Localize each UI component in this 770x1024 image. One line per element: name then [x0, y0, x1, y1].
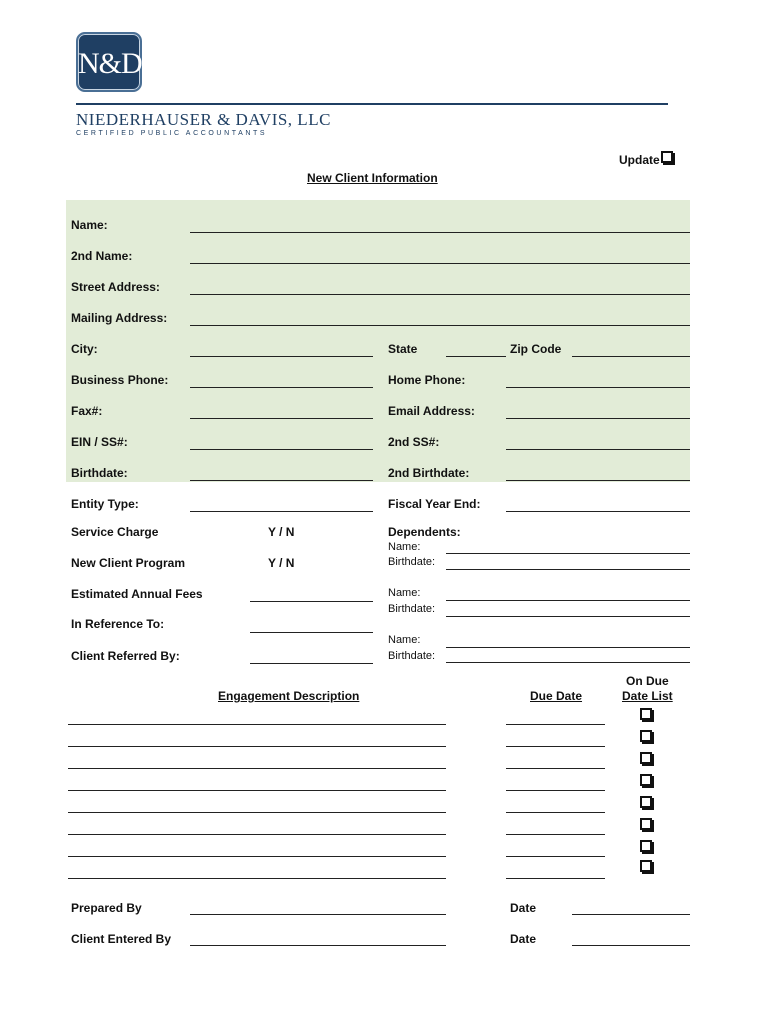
second-name-label: 2nd Name:	[71, 249, 133, 263]
email-field[interactable]	[506, 418, 690, 419]
email-label: Email Address:	[388, 404, 475, 418]
dependent-3-birthdate-label: Birthdate:	[388, 650, 436, 662]
state-label: State	[388, 342, 418, 356]
mailing-address-label: Mailing Address:	[71, 311, 168, 325]
client-entered-by-label: Client Entered By	[71, 932, 172, 946]
estimated-fees-field[interactable]	[250, 601, 373, 602]
engagement-line[interactable]	[68, 878, 446, 879]
mailing-address-field[interactable]	[190, 325, 690, 326]
birthdate-label: Birthdate:	[71, 466, 128, 480]
ein-ss-field[interactable]	[190, 449, 373, 450]
due-date-line[interactable]	[506, 856, 605, 857]
client-entered-by-field[interactable]	[190, 945, 446, 946]
update-label: Update	[619, 153, 660, 167]
engagement-line[interactable]	[68, 768, 446, 769]
fiscal-year-end-field[interactable]	[506, 511, 690, 512]
city-field[interactable]	[190, 356, 373, 357]
new-client-program-yn[interactable]: Y / N	[268, 556, 295, 570]
on-due-checkbox[interactable]	[640, 796, 652, 808]
second-ss-label: 2nd SS#:	[388, 435, 440, 449]
prepared-date-field[interactable]	[572, 914, 690, 915]
birthdate-field[interactable]	[190, 480, 373, 481]
ein-ss-label: EIN / SS#:	[71, 435, 128, 449]
logo-monogram: N&D	[78, 47, 142, 80]
dependent-2-name-field[interactable]	[446, 600, 690, 601]
firm-logo	[76, 32, 142, 92]
firm-name: NIEDERHAUSER & DAVIS, LLC	[76, 110, 331, 129]
second-birthdate-label: 2nd Birthdate:	[388, 466, 470, 480]
zip-label: Zip Code	[510, 342, 562, 356]
home-phone-label: Home Phone:	[388, 373, 466, 387]
zip-field[interactable]	[572, 356, 690, 357]
engagement-line[interactable]	[68, 834, 446, 835]
dependent-2-birthdate-field[interactable]	[446, 616, 690, 617]
engagement-line[interactable]	[68, 746, 446, 747]
due-date-line[interactable]	[506, 790, 605, 791]
state-field[interactable]	[446, 356, 506, 357]
city-label: City:	[71, 342, 98, 356]
prepared-date-label: Date	[510, 901, 537, 915]
on-due-checkbox[interactable]	[640, 840, 652, 852]
new-client-program-label: New Client Program	[71, 556, 186, 570]
in-reference-to-field[interactable]	[250, 632, 373, 633]
service-charge-label: Service Charge	[71, 525, 159, 539]
engagement-line[interactable]	[68, 856, 446, 857]
on-due-checkbox[interactable]	[640, 708, 652, 720]
dependent-3-birthdate-field[interactable]	[446, 662, 690, 663]
date-list-header: Date List	[622, 689, 673, 703]
on-due-checkbox[interactable]	[640, 752, 652, 764]
second-name-field[interactable]	[190, 263, 690, 264]
business-phone-label: Business Phone:	[71, 373, 169, 387]
due-date-line[interactable]	[506, 812, 605, 813]
engagement-line[interactable]	[68, 724, 446, 725]
header-rule	[76, 103, 668, 105]
due-date-line[interactable]	[506, 768, 605, 769]
dependent-3-name-field[interactable]	[446, 647, 690, 648]
name-field[interactable]	[190, 232, 690, 233]
fax-field[interactable]	[190, 418, 373, 419]
street-address-field[interactable]	[190, 294, 690, 295]
engagement-line[interactable]	[68, 812, 446, 813]
client-referred-by-field[interactable]	[250, 663, 373, 664]
estimated-fees-label: Estimated Annual Fees	[71, 587, 203, 601]
engagement-line[interactable]	[68, 790, 446, 791]
dependent-3-name-label: Name:	[388, 634, 421, 646]
home-phone-field[interactable]	[506, 387, 690, 388]
name-label: Name:	[71, 218, 108, 232]
dependent-1-birthdate-field[interactable]	[446, 569, 690, 570]
dependent-1-birthdate-label: Birthdate:	[388, 556, 436, 568]
second-birthdate-field[interactable]	[506, 480, 690, 481]
prepared-by-field[interactable]	[190, 914, 446, 915]
on-due-header: On Due	[626, 674, 669, 688]
entered-date-field[interactable]	[572, 945, 690, 946]
entity-type-field[interactable]	[190, 511, 373, 512]
prepared-by-label: Prepared By	[71, 901, 142, 915]
on-due-checkbox[interactable]	[640, 818, 652, 830]
fiscal-year-end-label: Fiscal Year End:	[388, 497, 481, 511]
due-date-line[interactable]	[506, 746, 605, 747]
on-due-checkbox[interactable]	[640, 730, 652, 742]
in-reference-to-label: In Reference To:	[71, 617, 165, 631]
entered-date-label: Date	[510, 932, 537, 946]
fax-label: Fax#:	[71, 404, 103, 418]
second-ss-field[interactable]	[506, 449, 690, 450]
on-due-checkbox[interactable]	[640, 860, 652, 872]
dependent-2-birthdate-label: Birthdate:	[388, 603, 436, 615]
due-date-line[interactable]	[506, 724, 605, 725]
dependents-heading: Dependents:	[388, 525, 461, 539]
due-date-line[interactable]	[506, 878, 605, 879]
due-date-line[interactable]	[506, 834, 605, 835]
street-address-label: Street Address:	[71, 280, 160, 294]
due-date-header: Due Date	[530, 689, 583, 703]
business-phone-field[interactable]	[190, 387, 373, 388]
update-checkbox[interactable]	[661, 151, 673, 163]
entity-type-label: Entity Type:	[71, 497, 139, 511]
dependent-2-name-label: Name:	[388, 587, 421, 599]
service-charge-yn[interactable]: Y / N	[268, 525, 295, 539]
dependent-1-name-label: Name:	[388, 541, 421, 553]
dependent-1-name-field[interactable]	[446, 553, 690, 554]
firm-subtitle: CERTIFIED PUBLIC ACCOUNTANTS	[76, 130, 268, 137]
client-referred-by-label: Client Referred By:	[71, 649, 180, 663]
form-title: New Client Information	[307, 171, 438, 185]
client-info-section	[66, 200, 690, 482]
on-due-checkbox[interactable]	[640, 774, 652, 786]
engagement-description-header: Engagement Description	[218, 689, 360, 703]
